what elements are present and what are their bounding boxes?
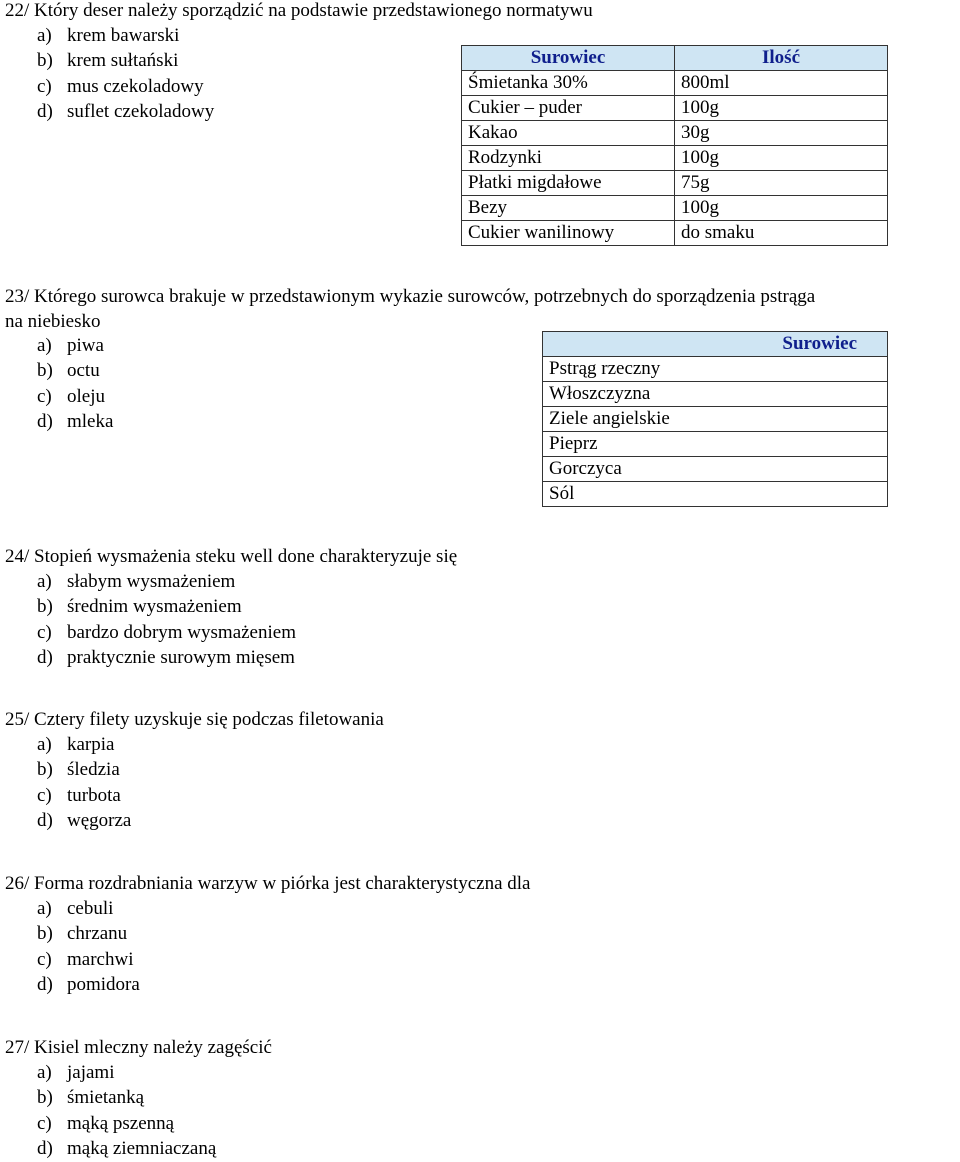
- answer-text: pomidora: [67, 974, 140, 996]
- answer-letter: c): [37, 1112, 52, 1134]
- answer-text: jajami: [67, 1062, 115, 1083]
- answer-24-a: [37, 569, 296, 594]
- question-23-text: 23/ Którego surowca brakuje w przedstawionym wykazie surowców, potrzebnych do sporządzenia pstrąga: [5, 286, 816, 307]
- answer-text: mąką ziemniaczaną: [67, 1138, 217, 1160]
- table-row: [543, 357, 888, 382]
- answer-text: mąką pszenną: [67, 1112, 175, 1134]
- answer-text: octu: [67, 360, 100, 382]
- answer-25-d: [37, 808, 131, 833]
- table-row: [462, 171, 888, 196]
- answer-letter: b): [37, 1087, 53, 1109]
- answer-25-b: [37, 757, 131, 782]
- answer-26-a: [37, 896, 140, 921]
- table-header-row: [462, 46, 888, 71]
- question-23-text-line2: na niebiesko: [5, 311, 101, 332]
- answer-letter: c): [37, 75, 52, 97]
- cell-ingredient: Gorczyca: [543, 457, 888, 482]
- cell-ingredient: Pstrąg rzeczny: [543, 357, 888, 382]
- table-row: [462, 71, 888, 96]
- answer-text: średnim wysmażeniem: [67, 596, 242, 618]
- question-25-answers: [37, 732, 131, 834]
- table-row: [462, 221, 888, 246]
- answer-letter: c): [37, 621, 52, 643]
- answer-letter: c): [37, 948, 52, 970]
- cell-ingredient: Śmietanka 30%: [462, 71, 675, 96]
- cell-ingredient: Ziele angielskie: [543, 407, 888, 432]
- answer-letter: a): [37, 898, 52, 919]
- answer-23-d: [37, 409, 113, 434]
- answer-text: suflet czekoladowy: [67, 101, 215, 123]
- answer-22-c: [37, 74, 214, 99]
- question-26-answers: [37, 896, 140, 998]
- answer-27-c: [37, 1111, 216, 1136]
- answer-23-c: [37, 384, 113, 409]
- cell-ingredient: Włoszczyzna: [543, 382, 888, 407]
- answer-letter: a): [37, 734, 52, 755]
- header-ilosc: Ilość: [675, 46, 888, 71]
- answer-text: turbota: [67, 784, 121, 806]
- table-row: [462, 146, 888, 171]
- answer-text: chrzanu: [67, 923, 128, 945]
- cell-ingredient: Rodzynki: [462, 146, 675, 171]
- answer-22-a: [37, 23, 214, 48]
- answer-24-c: [37, 620, 296, 645]
- answer-27-d: [37, 1136, 216, 1161]
- table-row: [543, 407, 888, 432]
- table-row: [462, 96, 888, 121]
- answer-letter: b): [37, 596, 53, 618]
- answer-26-d: [37, 972, 140, 997]
- table-row: [462, 121, 888, 146]
- answer-letter: d): [37, 810, 53, 832]
- answer-letter: b): [37, 360, 53, 382]
- answer-text: śmietanką: [67, 1087, 145, 1109]
- answer-23-b: [37, 358, 113, 383]
- answer-23-a: [37, 333, 113, 358]
- answer-text: piwa: [67, 335, 104, 356]
- question-22-answers: [37, 23, 214, 125]
- answer-text: oleju: [67, 385, 105, 407]
- question-22-text: 22/ Który deser należy sporządzić na podstawie przedstawionego normatywu: [5, 0, 593, 21]
- answer-letter: a): [37, 335, 52, 356]
- table-row: [543, 382, 888, 407]
- ingredients-list-table: [542, 331, 888, 507]
- answer-text: słabym wysmażeniem: [67, 571, 236, 592]
- table-row: [543, 482, 888, 507]
- cell-quantity: 100g: [675, 96, 888, 121]
- answer-text: praktycznie surowym mięsem: [67, 647, 295, 669]
- answer-text: krem sułtański: [67, 50, 179, 72]
- answer-text: śledzia: [67, 759, 120, 781]
- answer-letter: d): [37, 1138, 53, 1160]
- answer-22-d: [37, 99, 214, 124]
- answer-letter: d): [37, 101, 53, 123]
- answer-letter: d): [37, 647, 53, 669]
- answer-letter: a): [37, 1062, 52, 1083]
- cell-quantity: 800ml: [675, 71, 888, 96]
- question-27-text: 27/ Kisiel mleczny należy zagęścić: [5, 1037, 272, 1058]
- answer-letter: b): [37, 50, 53, 72]
- table-row: [462, 196, 888, 221]
- answer-text: bardzo dobrym wysmażeniem: [67, 621, 296, 643]
- question-25-text: 25/ Cztery filety uzyskuje się podczas filetowania: [5, 709, 384, 730]
- answer-letter: c): [37, 784, 52, 806]
- cell-quantity: do smaku: [675, 221, 888, 246]
- answer-22-b: [37, 48, 214, 73]
- cell-ingredient: Bezy: [462, 196, 675, 221]
- header-surowiec: Surowiec: [462, 46, 675, 71]
- answer-letter: d): [37, 974, 53, 996]
- cell-ingredient: Cukier wanilinowy: [462, 221, 675, 246]
- cell-ingredient: Płatki migdałowe: [462, 171, 675, 196]
- table-row: [543, 432, 888, 457]
- answer-text: krem bawarski: [67, 25, 180, 46]
- answer-text: mleka: [67, 411, 114, 433]
- answer-26-b: [37, 921, 140, 946]
- answer-27-b: [37, 1085, 216, 1110]
- table-header-row: [543, 332, 888, 357]
- question-27-answers: [37, 1060, 216, 1162]
- answer-text: mus czekoladowy: [67, 75, 204, 97]
- cell-ingredient: Sól: [543, 482, 888, 507]
- answer-letter: b): [37, 759, 53, 781]
- answer-letter: c): [37, 385, 52, 407]
- question-24-answers: [37, 569, 296, 671]
- answer-text: marchwi: [67, 948, 134, 970]
- header-surowiec: Surowiec: [543, 332, 888, 357]
- table-row: [543, 457, 888, 482]
- cell-quantity: 30g: [675, 121, 888, 146]
- question-26-text: 26/ Forma rozdrabniania warzyw w piórka jest charakterystyczna dla: [5, 873, 531, 894]
- cell-ingredient: Cukier – puder: [462, 96, 675, 121]
- answer-25-c: [37, 783, 131, 808]
- cell-ingredient: Pieprz: [543, 432, 888, 457]
- cell-quantity: 75g: [675, 171, 888, 196]
- answer-text: węgorza: [67, 810, 132, 832]
- answer-25-a: [37, 732, 131, 757]
- answer-letter: a): [37, 25, 52, 46]
- answer-letter: d): [37, 411, 53, 433]
- answer-24-b: [37, 594, 296, 619]
- cell-quantity: 100g: [675, 146, 888, 171]
- answer-letter: b): [37, 923, 53, 945]
- question-23-answers: [37, 333, 113, 435]
- ingredients-quantity-table: [461, 45, 888, 246]
- answer-text: cebuli: [67, 898, 114, 919]
- answer-26-c: [37, 947, 140, 972]
- answer-24-d: [37, 645, 296, 670]
- cell-quantity: 100g: [675, 196, 888, 221]
- question-24-text: 24/ Stopień wysmażenia steku well done charakteryzuje się: [5, 546, 458, 567]
- answer-text: karpia: [67, 734, 115, 755]
- answer-letter: a): [37, 571, 52, 592]
- cell-ingredient: Kakao: [462, 121, 675, 146]
- answer-27-a: [37, 1060, 216, 1085]
